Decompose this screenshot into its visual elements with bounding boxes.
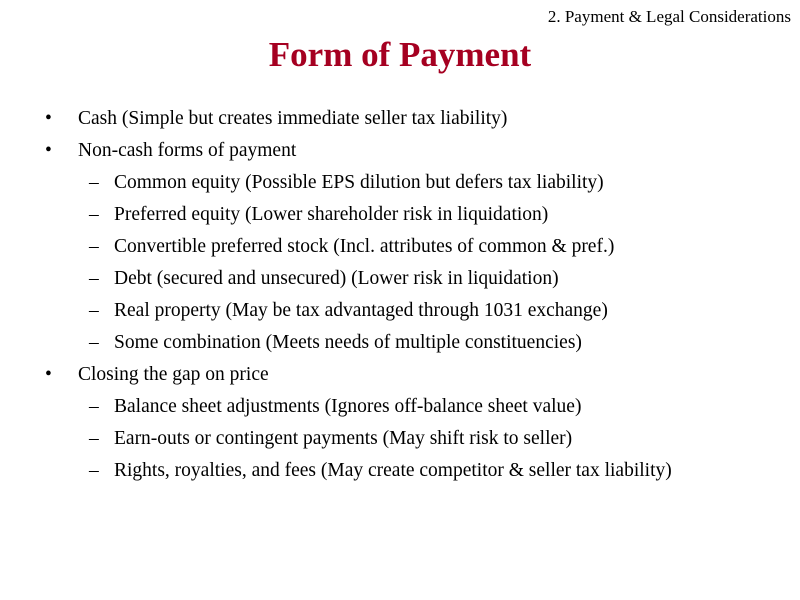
- sub-list-item: [0, 327, 800, 359]
- sub-list-item-text: Real property (May be tax advantaged through 1031 exchange): [114, 300, 608, 321]
- dash-marker: –: [89, 268, 99, 289]
- section-label: 2. Payment & Legal Considerations: [547, 7, 791, 26]
- list-item: [0, 135, 800, 167]
- dash-marker: –: [89, 428, 99, 449]
- sub-list-item: [0, 231, 800, 263]
- sub-list-item: [0, 167, 800, 199]
- bullet-marker: •: [45, 108, 52, 129]
- sub-list-item-text: Preferred equity (Lower shareholder risk in liquidation): [114, 204, 549, 225]
- slide-title: Form of Payment: [268, 35, 532, 74]
- sub-list-item-text: Common equity (Possible EPS dilution but defers tax liability): [114, 172, 604, 193]
- dash-marker: –: [89, 332, 99, 353]
- dash-marker: –: [89, 396, 99, 417]
- sub-list-item: [0, 263, 800, 295]
- dash-marker: –: [89, 204, 99, 225]
- bullet-list: [0, 103, 800, 487]
- bullet-marker: •: [45, 140, 52, 161]
- list-item-text: Cash (Simple but creates immediate seller tax liability): [78, 108, 508, 129]
- bullet-marker: •: [45, 364, 52, 385]
- list-item-text: Closing the gap on price: [78, 364, 269, 385]
- sub-list-item-text: Earn-outs or contingent payments (May shift risk to seller): [114, 428, 573, 449]
- sub-list-item-text: Some combination (Meets needs of multiple constituencies): [114, 332, 582, 353]
- sub-list-item-text: Convertible preferred stock (Incl. attributes of common & pref.): [114, 236, 615, 257]
- sub-list-item: [0, 391, 800, 423]
- sub-list-item-text: Balance sheet adjustments (Ignores off-balance sheet value): [114, 396, 582, 417]
- sub-list-item-text: Debt (secured and unsecured) (Lower risk in liquidation): [114, 268, 559, 289]
- list-item-text: Non-cash forms of payment: [78, 140, 297, 161]
- list-item: [0, 359, 800, 391]
- dash-marker: –: [89, 172, 99, 193]
- sub-list-item-text: Rights, royalties, and fees (May create competitor & seller tax liability): [114, 460, 672, 481]
- sub-list-item: [0, 199, 800, 231]
- sub-list-item: [0, 423, 800, 455]
- dash-marker: –: [89, 300, 99, 321]
- list-item: [0, 103, 800, 135]
- dash-marker: –: [89, 460, 99, 481]
- dash-marker: –: [89, 236, 99, 257]
- sub-list-item: [0, 295, 800, 327]
- sub-list-item: [0, 455, 800, 487]
